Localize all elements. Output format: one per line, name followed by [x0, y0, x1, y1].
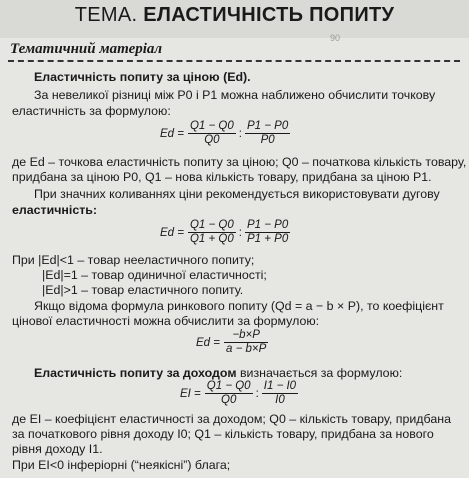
formula-numerator: Q1 − Q0: [189, 219, 234, 231]
formula-linear-demand-elasticity: [196, 329, 268, 356]
section-heading: Тематичний матеріал: [10, 41, 163, 57]
price-elasticity-heading: Еластичність попиту за ціною (Ed).: [34, 70, 251, 84]
formula-denominator: Q0: [221, 394, 237, 406]
formula-divider: :: [255, 387, 259, 400]
section-divider: [8, 60, 460, 62]
formula-numerator: −b×P: [224, 329, 268, 343]
income-heading-bold: Еластичність попиту за доходом: [34, 366, 237, 380]
formula-denominator: Q1 + Q0: [189, 233, 234, 245]
title-main: ЕЛАСТИЧНІСТЬ ПОПИТУ: [143, 4, 395, 26]
formula-income-elasticity: [180, 380, 298, 407]
formula-denominator: P0: [260, 134, 275, 146]
condition-line: При |Ed|<1 – товар нееластичного попиту;: [12, 253, 255, 267]
formula-numerator: I1 − I0: [263, 380, 297, 392]
paragraph-line: придбана за ціною P0, Q1 – нова кількість товару, придбана за ціною P1.: [12, 170, 432, 184]
paragraph-line: При значних коливаннях ціни рекомендується використовувати дугову: [34, 187, 440, 201]
income-heading-rest: визначається за формулою:: [239, 366, 403, 380]
title-prefix: ТЕМА.: [74, 4, 138, 26]
formula-arc-elasticity: [160, 219, 290, 246]
formula-denominator: I0: [275, 394, 285, 406]
paragraph-line: за початкового рівня доходу I0; Q1 – кількість товару, придбана за нового: [12, 427, 434, 441]
condition-line: |Ed|=1 – товар одиничної еластичності;: [42, 268, 267, 282]
bleed-through-text: 90: [330, 33, 341, 43]
paragraph-line: При EI<0 інферіорні (“неякісні”) блага;: [12, 458, 231, 472]
formula-point-elasticity: [160, 120, 290, 147]
formula-numerator: P1 − P0: [246, 120, 289, 132]
formula-divider: :: [238, 127, 242, 140]
paragraph-line: Якщо відома формула ринкового попиту (Qd = a − b × P), то коефіцієнт: [34, 299, 444, 313]
page-title: [0, 4, 469, 27]
formula-lhs: Ed =: [196, 336, 220, 349]
formula-numerator: Q1 − Q0: [189, 120, 234, 132]
arc-elasticity-term: еластичність:: [12, 203, 98, 217]
paragraph-line: де Ed – точкова еластичність попиту за ціною; Q0 – початкова кількість товару,: [12, 155, 467, 169]
condition-line: |Ed|>1 – товар еластичного попиту.: [42, 283, 244, 297]
formula-divider: :: [238, 226, 242, 239]
formula-lhs: Ed =: [160, 127, 184, 140]
paragraph-line: За невеликої різниці між P0 і P1 можна наближено обчислити точкову: [34, 88, 436, 102]
formula-denominator: a − b×P: [225, 343, 267, 355]
formula-lhs: EI =: [180, 387, 201, 400]
paragraph-line: еластичність за формулою:: [12, 104, 171, 118]
formula-denominator: Q0: [204, 134, 220, 146]
formula-numerator: Q1 − Q0: [206, 380, 251, 392]
formula-numerator: P1 − P0: [246, 219, 289, 231]
formula-denominator: P1 + P0: [246, 233, 289, 245]
paragraph-line: де EI – коефіцієнт еластичності за доходом; Q0 – кількість товару, придбана: [12, 412, 451, 426]
paragraph-line: цінової еластичності можна обчислити за формулою:: [12, 314, 320, 328]
paragraph-line: рівня доходу I1.: [12, 442, 103, 456]
formula-lhs: Ed =: [160, 226, 184, 239]
income-elasticity-heading: [34, 366, 402, 381]
